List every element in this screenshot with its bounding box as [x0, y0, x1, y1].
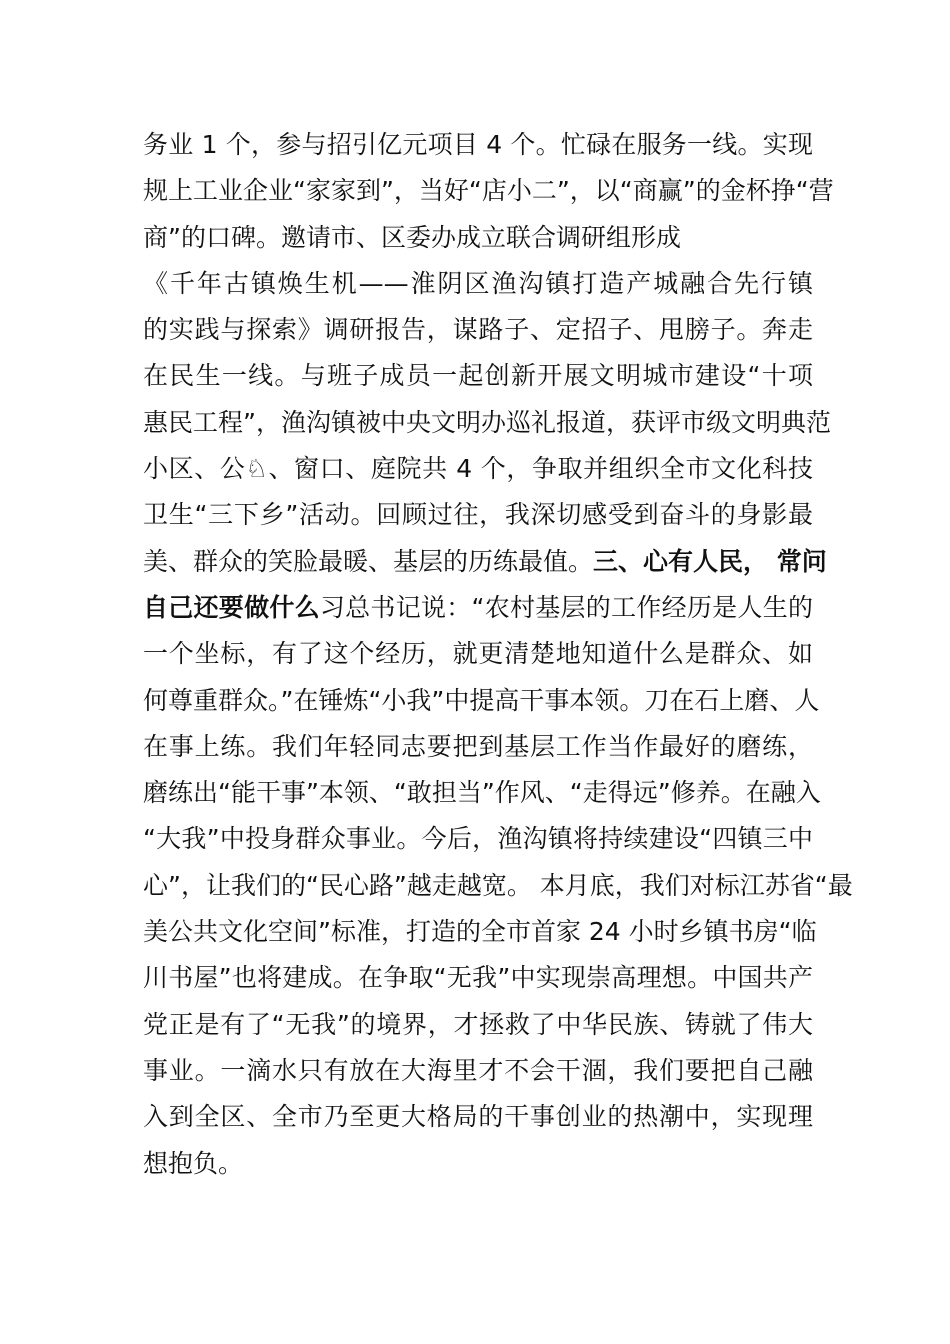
- text-line-21: 事业。一滴水只有放在大海里才不会干涸，我们要把自己融: [143, 1055, 813, 1085]
- text-line-10-start: 美、群众的笑脸最暖、基层的历练最值。: [143, 546, 594, 576]
- section-heading-3-part-1: 三、心有人民， 常问: [593, 546, 827, 576]
- text-line-9: 卫生“三下乡”活动。回顾过往，我深切感受到奋斗的身影最: [143, 500, 813, 530]
- text-line-8: 小区、公♘、窗口、庭院共 4 个，争取并组织全市文化科技: [143, 454, 813, 484]
- text-line-22: 入到全区、全市乃至更大格局的干事创业的热潮中，实现理: [143, 1102, 813, 1132]
- body-text: [143, 122, 853, 1187]
- text-line-4: 《千年古镇焕生机——淮阴区渔沟镇打造产城融合先行镇: [143, 268, 813, 298]
- text-line-7: 惠民工程”，渔沟镇被中央文明办巡礼报道，获评市级文明典范: [143, 407, 831, 437]
- text-line-17: 心”，让我们的“民心路”越走越宽。 本月底，我们对标江苏省“最: [143, 870, 853, 900]
- text-line-11: [143, 585, 813, 631]
- text-line-12: 一个坐标，有了这个经历，就更清楚地知道什么是群众、如: [143, 639, 813, 669]
- text-line-1: 务业 1 个，参与招引亿元项目 4 个。忙碌在服务一线。实现: [143, 130, 813, 159]
- text-line-19: 川书屋”也将建成。在争取“无我”中实现崇高理想。中国共产: [143, 963, 813, 993]
- text-line-10: [143, 539, 827, 585]
- section-heading-3-part-2: 自己还要做什么: [143, 592, 320, 622]
- text-line-2: 规上工业企业“家家到”，当好“店小二”，以“商赢”的金杯挣“营: [143, 176, 834, 206]
- text-line-23: 想抱负。: [143, 1148, 244, 1178]
- text-line-6: 在民生一线。与班子成员一起创新开展文明城市建设“十项: [143, 361, 813, 391]
- text-line-20: 党正是有了“无我”的境界，才拯救了中华民族、铸就了伟大: [143, 1009, 813, 1039]
- text-line-3: 商”的口碑。邀请市、区委办成立联合调研组形成: [143, 222, 681, 252]
- text-line-11-rest: 习总书记说：“农村基层的工作经历是人生的: [319, 592, 813, 622]
- text-line-18: 美公共文化空间”标准，打造的全市首家 24 小时乡镇书房“临: [143, 917, 817, 947]
- text-line-5: 的实践与探索》调研报告，谋路子、定招子、甩膀子。奔走: [143, 315, 813, 345]
- text-line-16: “大我”中投身群众事业。今后，渔沟镇将持续建设“四镇三中: [143, 824, 813, 854]
- text-line-15: 磨练出“能干事”本领、“敢担当”作风、“走得远”修养。在融入: [143, 778, 821, 808]
- text-line-13: 何尊重群众。”在锤炼“小我”中提高干事本领。刀在石上磨、人: [143, 685, 820, 715]
- text-line-14: 在事上练。我们年轻同志要把到基层工作当作最好的磨练，: [143, 731, 813, 761]
